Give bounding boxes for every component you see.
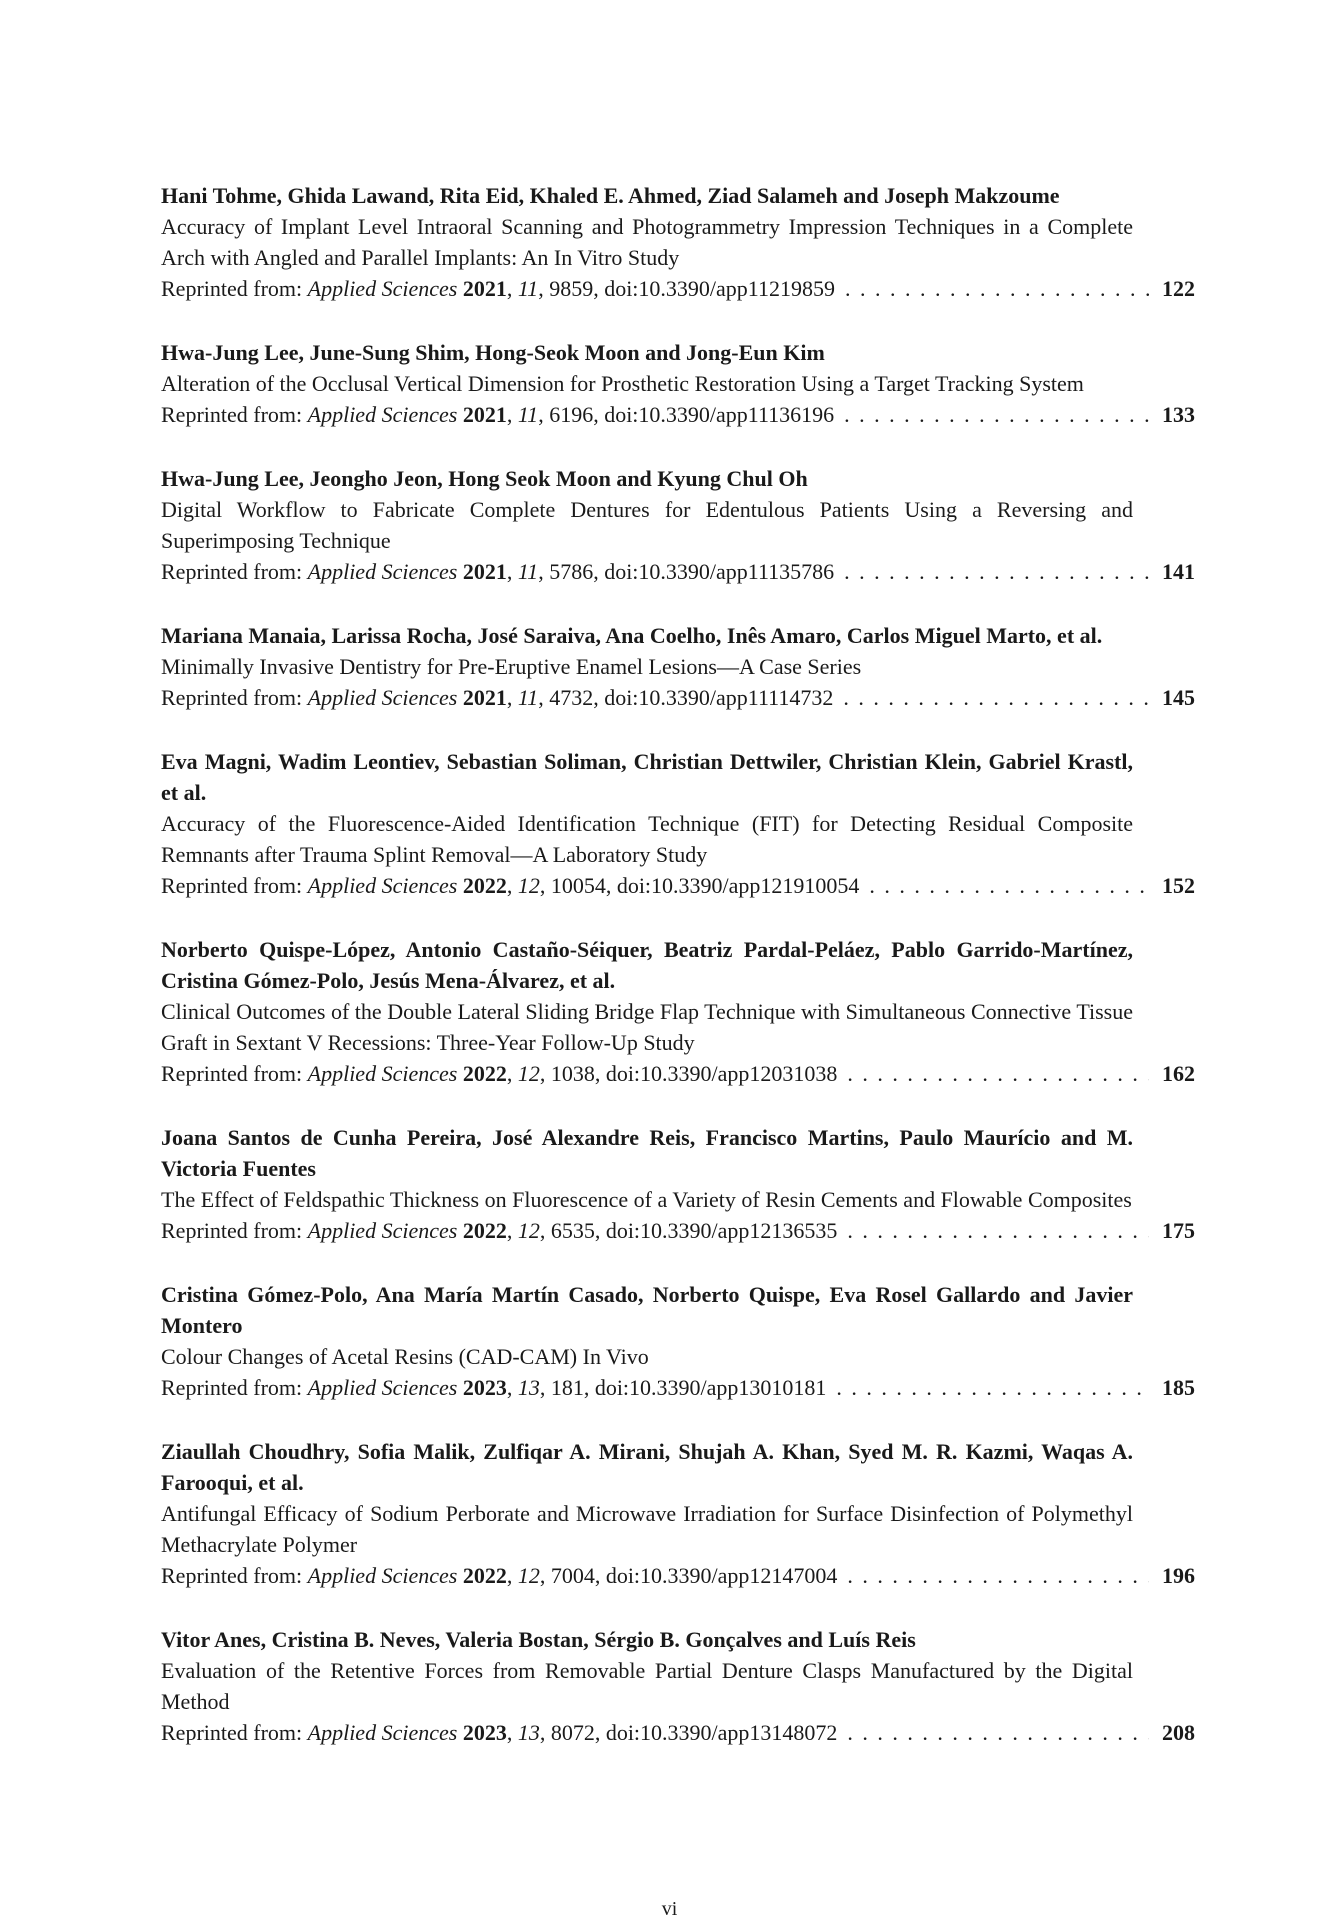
entry-page-number[interactable]: 185 <box>1162 1375 1195 1400</box>
dot-leader <box>844 399 1149 430</box>
toc-entry <box>161 463 1195 587</box>
toc-entry <box>161 180 1195 304</box>
entry-title: Minimally Invasive Dentistry for Pre-Eruptive Enamel Lesions—A Case Series <box>161 654 862 679</box>
entry-citation-line <box>161 1372 1195 1403</box>
journal-name: Applied Sciences <box>307 402 458 427</box>
dot-leader <box>847 1560 1149 1591</box>
entry-authors: Eva Magni, Wadim Leontiev, Sebastian Soliman, Christian Dettwiler, Christian Klein, Gabriel Krastl, et al. <box>161 749 1133 805</box>
dot-leader <box>869 870 1149 901</box>
toc-entry <box>161 1279 1195 1403</box>
entry-citation: Reprinted from: Applied Sciences 2022, 12, 6535, doi:10.3390/app12136535 <box>161 1218 838 1243</box>
reprinted-from-label: Reprinted from: <box>161 276 303 301</box>
article-doi: , 10054, doi:10.3390/app121910054 <box>539 873 860 898</box>
entry-authors: Hwa-Jung Lee, June-Sung Shim, Hong-Seok Moon and Jong-Eun Kim <box>161 340 825 365</box>
reprinted-from-label: Reprinted from: <box>161 1218 303 1243</box>
article-doi: , 6535, doi:10.3390/app12136535 <box>539 1218 838 1243</box>
journal-name: Applied Sciences <box>307 276 458 301</box>
entry-citation-line <box>161 1560 1195 1591</box>
entry-authors: Hani Tohme, Ghida Lawand, Rita Eid, Khaled E. Ahmed, Ziad Salameh and Joseph Makzoume <box>161 183 1060 208</box>
toc-entry <box>161 1122 1195 1246</box>
entry-authors: Mariana Manaia, Larissa Rocha, José Saraiva, Ana Coelho, Inês Amaro, Carlos Miguel Marto, et al. <box>161 623 1103 648</box>
entry-page-number[interactable]: 208 <box>1162 1720 1195 1745</box>
publication-year: 2022 <box>462 1563 507 1588</box>
entry-title: Clinical Outcomes of the Double Lateral Sliding Bridge Flap Technique with Simultaneous Connective Tissue Graft in Sextant V Recessions: Three-Year Follow-Up Study <box>161 999 1133 1055</box>
entry-citation: Reprinted from: Applied Sciences 2023, 13, 181, doi:10.3390/app13010181 <box>161 1375 827 1400</box>
toc-entry <box>161 620 1195 713</box>
entry-title: Evaluation of the Retentive Forces from Removable Partial Denture Clasps Manufactured by the Digital Method <box>161 1658 1133 1714</box>
page-number: vi <box>661 1898 678 1920</box>
entry-page-number[interactable]: 133 <box>1162 402 1195 427</box>
dot-leader <box>844 556 1149 587</box>
publication-year: 2021 <box>462 276 507 301</box>
entry-authors: Ziaullah Choudhry, Sofia Malik, Zulfiqar A. Mirani, Shujah A. Khan, Syed M. R. Kazmi, Waqas A. Farooqui, et al. <box>161 1439 1133 1495</box>
entry-page-number[interactable]: 122 <box>1162 276 1195 301</box>
reprinted-from-label: Reprinted from: <box>161 1720 303 1745</box>
entry-authors: Cristina Gómez-Polo, Ana María Martín Casado, Norberto Quispe, Eva Rosel Gallardo and Javier Montero <box>161 1282 1133 1338</box>
article-doi: , 8072, doi:10.3390/app13148072 <box>539 1720 838 1745</box>
toc-entry <box>161 746 1195 901</box>
toc-entry <box>161 934 1195 1089</box>
publication-year: 2021 <box>462 402 507 427</box>
dot-leader <box>847 1215 1149 1246</box>
dot-leader <box>845 273 1149 304</box>
entry-title: Accuracy of the Fluorescence-Aided Identification Technique (FIT) for Detecting Residual Composite Remnants after Trauma Splint Removal—A Laboratory Study <box>161 811 1133 867</box>
table-of-contents <box>161 180 1195 1781</box>
entry-page-number[interactable]: 141 <box>1162 559 1195 584</box>
entry-citation: Reprinted from: Applied Sciences 2021, 11, 4732, doi:10.3390/app11114732 <box>161 685 834 710</box>
volume: 12 <box>517 1061 540 1086</box>
entry-title: The Effect of Feldspathic Thickness on Fluorescence of a Variety of Resin Cements and Flowable Composites <box>161 1187 1132 1212</box>
toc-entry <box>161 1436 1195 1591</box>
volume: 11 <box>517 402 539 427</box>
reprinted-from-label: Reprinted from: <box>161 402 303 427</box>
article-doi: , 4732, doi:10.3390/app11114732 <box>538 685 834 710</box>
volume: 13 <box>517 1720 540 1745</box>
journal-name: Applied Sciences <box>307 1218 458 1243</box>
journal-name: Applied Sciences <box>307 685 458 710</box>
journal-name: Applied Sciences <box>307 873 458 898</box>
entry-citation-line <box>161 682 1195 713</box>
volume: 12 <box>517 1563 540 1588</box>
volume: 11 <box>517 559 539 584</box>
publication-year: 2021 <box>462 685 507 710</box>
article-doi: , 7004, doi:10.3390/app12147004 <box>539 1563 838 1588</box>
journal-name: Applied Sciences <box>307 559 458 584</box>
article-doi: , 6196, doi:10.3390/app11136196 <box>538 402 835 427</box>
volume: 13 <box>517 1375 540 1400</box>
entry-citation: Reprinted from: Applied Sciences 2021, 11, 5786, doi:10.3390/app11135786 <box>161 559 835 584</box>
article-doi: , 1038, doi:10.3390/app12031038 <box>539 1061 838 1086</box>
article-doi: , 9859, doi:10.3390/app11219859 <box>538 276 835 301</box>
reprinted-from-label: Reprinted from: <box>161 1563 303 1588</box>
entry-title: Digital Workflow to Fabricate Complete Dentures for Edentulous Patients Using a Reversing and Superimposing Technique <box>161 497 1133 553</box>
entry-page-number[interactable]: 162 <box>1162 1061 1195 1086</box>
entry-citation: Reprinted from: Applied Sciences 2022, 12, 7004, doi:10.3390/app12147004 <box>161 1563 838 1588</box>
volume: 11 <box>517 276 539 301</box>
entry-page-number[interactable]: 152 <box>1162 873 1195 898</box>
reprinted-from-label: Reprinted from: <box>161 685 303 710</box>
article-doi: , 181, doi:10.3390/app13010181 <box>539 1375 827 1400</box>
entry-citation-line <box>161 556 1195 587</box>
journal-name: Applied Sciences <box>307 1375 458 1400</box>
entry-citation: Reprinted from: Applied Sciences 2022, 12, 10054, doi:10.3390/app121910054 <box>161 873 860 898</box>
entry-citation-line <box>161 1215 1195 1246</box>
journal-name: Applied Sciences <box>307 1061 458 1086</box>
publication-year: 2023 <box>462 1375 507 1400</box>
entry-citation-line <box>161 1717 1195 1748</box>
journal-name: Applied Sciences <box>307 1563 458 1588</box>
entry-citation: Reprinted from: Applied Sciences 2021, 11, 9859, doi:10.3390/app11219859 <box>161 276 835 301</box>
entry-authors: Hwa-Jung Lee, Jeongho Jeon, Hong Seok Moon and Kyung Chul Oh <box>161 466 808 491</box>
entry-citation: Reprinted from: Applied Sciences 2021, 11, 6196, doi:10.3390/app11136196 <box>161 402 835 427</box>
entry-citation: Reprinted from: Applied Sciences 2022, 12, 1038, doi:10.3390/app12031038 <box>161 1061 838 1086</box>
dot-leader <box>847 1058 1149 1089</box>
volume: 12 <box>517 873 540 898</box>
publication-year: 2023 <box>462 1720 507 1745</box>
entry-citation-line <box>161 870 1195 901</box>
reprinted-from-label: Reprinted from: <box>161 559 303 584</box>
entry-title: Alteration of the Occlusal Vertical Dimension for Prosthetic Restoration Using a Target Tracking System <box>161 371 1084 396</box>
publication-year: 2022 <box>462 1061 507 1086</box>
dot-leader <box>847 1717 1149 1748</box>
publication-year: 2022 <box>462 1218 507 1243</box>
toc-entry <box>161 1624 1195 1748</box>
entry-citation-line <box>161 273 1195 304</box>
reprinted-from-label: Reprinted from: <box>161 1061 303 1086</box>
entry-title: Colour Changes of Acetal Resins (CAD-CAM) In Vivo <box>161 1344 649 1369</box>
entry-citation-line <box>161 399 1195 430</box>
entry-title: Accuracy of Implant Level Intraoral Scanning and Photogrammetry Impression Techniques in a Complete Arch with Angled and Parallel Implants: An In Vitro Study <box>161 214 1133 270</box>
dot-leader <box>843 682 1149 713</box>
reprinted-from-label: Reprinted from: <box>161 1375 303 1400</box>
entry-citation-line <box>161 1058 1195 1089</box>
toc-entry <box>161 337 1195 430</box>
volume: 12 <box>517 1218 540 1243</box>
entry-authors: Norberto Quispe-López, Antonio Castaño-Séiquer, Beatriz Pardal-Peláez, Pablo Garrido-Martínez, Cristina Gómez-Polo, Jesús Mena-Álvarez, et al. <box>161 937 1133 993</box>
entry-authors: Joana Santos de Cunha Pereira, José Alexandre Reis, Francisco Martins, Paulo Maurício and M. Victoria Fuentes <box>161 1125 1133 1181</box>
dot-leader <box>836 1372 1149 1403</box>
reprinted-from-label: Reprinted from: <box>161 873 303 898</box>
volume: 11 <box>517 685 539 710</box>
entry-authors: Vitor Anes, Cristina B. Neves, Valeria Bostan, Sérgio B. Gonçalves and Luís Reis <box>161 1627 916 1652</box>
publication-year: 2021 <box>462 559 507 584</box>
entry-citation: Reprinted from: Applied Sciences 2023, 13, 8072, doi:10.3390/app13148072 <box>161 1720 838 1745</box>
entry-page-number[interactable]: 196 <box>1162 1563 1195 1588</box>
entry-page-number[interactable]: 145 <box>1162 685 1195 710</box>
article-doi: , 5786, doi:10.3390/app11135786 <box>538 559 835 584</box>
journal-name: Applied Sciences <box>307 1720 458 1745</box>
entry-page-number[interactable]: 175 <box>1162 1218 1195 1243</box>
entry-title: Antifungal Efficacy of Sodium Perborate and Microwave Irradiation for Surface Disinfection of Polymethyl Methacrylate Polymer <box>161 1501 1133 1557</box>
publication-year: 2022 <box>462 873 507 898</box>
